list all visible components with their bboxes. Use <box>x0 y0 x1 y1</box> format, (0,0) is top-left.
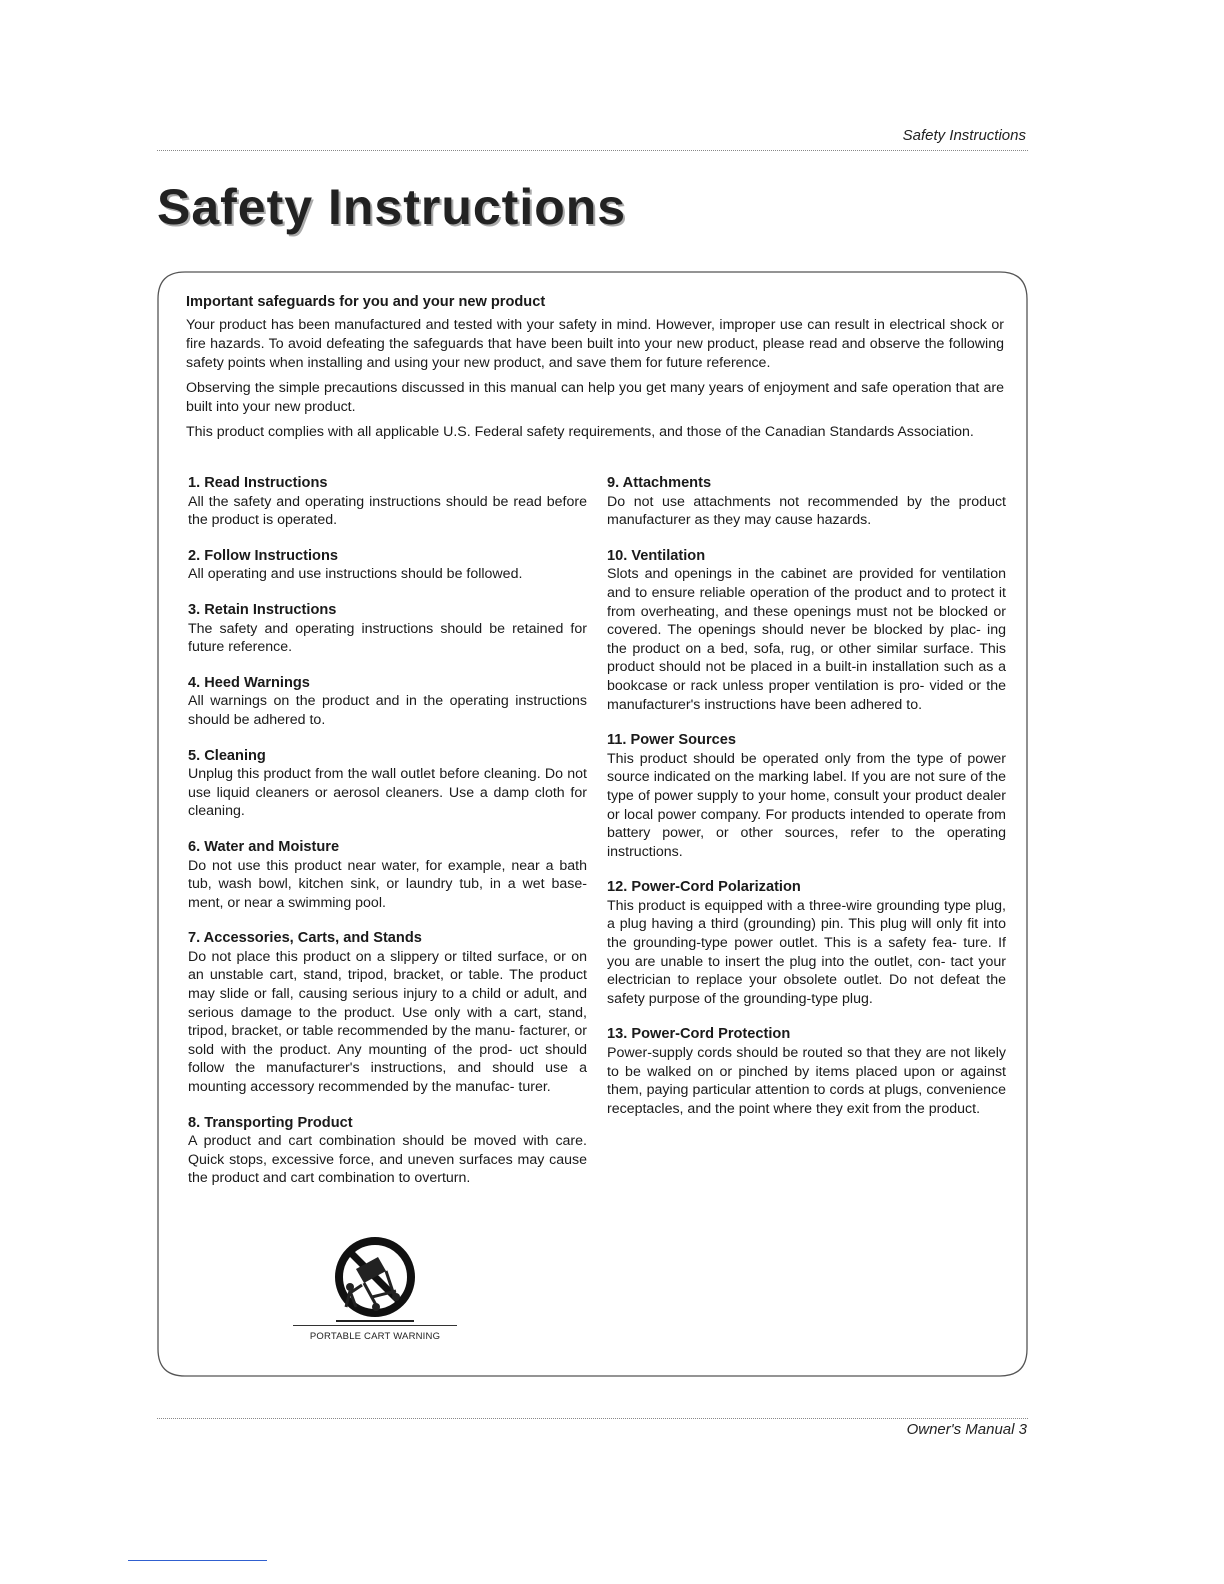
section-cleaning <box>188 747 587 821</box>
section-cord-protection <box>607 1025 1006 1118</box>
section-text: Unplug this product from the wall outlet before cleaning. Do not use liquid cleaners or aerosol cleaners. Use a damp cloth for cleaning. <box>188 766 587 820</box>
right-column <box>607 474 1006 1135</box>
section-title: 10. Ventilation <box>607 547 706 564</box>
section-water-moisture <box>188 838 587 912</box>
cart-warning-label: PORTABLE CART WARNING <box>309 1331 441 1342</box>
section-title: 11. Power Sources <box>607 732 736 749</box>
section-text: Do not use this product near water, for example, near a bath tub, wash bowl, kitchen sink, or laundry tub, in a wet base- ment, or near a swimming pool. <box>188 857 587 911</box>
footer-divider <box>157 1418 1028 1419</box>
section-title: 6. Water and Moisture <box>188 838 340 855</box>
section-power-sources <box>607 731 1006 861</box>
section-text: This product should be operated only from the type of power source indicated on the marking label. If you are not sure of the type of power supply to your home, consult your product dealer or local power company. For products intended to operate from battery power, or other sources, refer to the operating instructions. <box>607 750 1006 860</box>
section-title: 8. Transporting Product <box>188 1114 353 1131</box>
intro-heading: Important safeguards for you and your new product <box>186 294 546 310</box>
section-title: 2. Follow Instructions <box>188 547 338 564</box>
section-text: Power-supply cords should be routed so that they are not likely to be walked on or pinched by items placed upon or against them, paying particular attention to cords at plugs, convenience receptacles, and the point where they exit from the product. <box>607 1045 1006 1117</box>
running-head: Safety Instructions <box>902 127 1026 144</box>
section-follow-instructions <box>188 547 587 584</box>
section-read-instructions <box>188 474 587 530</box>
section-title: 1. Read Instructions <box>188 475 328 491</box>
intro-paragraph-1: Your product has been manufactured and tested with your safety in mind. However, improper use can result in electrical shock or fire hazards. To avoid defeating the safeguards that have been built into your new product, please read and observe the following safety points when installing and using your new product, and save them for future reference. <box>186 317 1004 371</box>
section-text: Do not place this product on a slippery or tilted surface, or on an unstable cart, stand, tripod, bracket, or table. The product may slide or fall, causing serious injury to a child or adult, and serious damage to the product. Use only with a cart, stand, tripod, bracket, or table recommended by the manu- facturer, or sold with the product. Any mounting of the prod- uct should follow the manufacturer's instructions, and should use a mounting accessory recommended by the manufac- turer. <box>188 948 587 1096</box>
section-title: 7. Accessories, Carts, and Stands <box>188 930 422 947</box>
section-accessories <box>188 929 587 1096</box>
left-column <box>188 474 587 1205</box>
section-text: A product and cart combination should be moved with care. Quick stops, excessive force, and uneven surfaces may cause the product and cart combination to overturn. <box>188 1133 587 1187</box>
section-text: All the safety and operating instructions should be read before the product is operated. <box>188 493 587 529</box>
page-title: Safety Instructions <box>157 179 627 235</box>
section-title: 3. Retain Instructions <box>188 601 337 618</box>
scan-artifact-line <box>128 1560 267 1561</box>
portable-cart-warning-icon <box>316 1233 434 1325</box>
intro-paragraph-2: Observing the simple precautions discussed in this manual can help you get many years of enjoyment and safe operation that are built into your new product. <box>186 380 1004 415</box>
section-title: 13. Power-Cord Protection <box>607 1026 791 1043</box>
section-text: All warnings on the product and in the operating instructions should be adhered to. <box>188 693 587 728</box>
section-text: This product is equipped with a three-wire grounding type plug, a plug having a third (grounding) pin. This plug will only fit into the grounding-type power outlet. This is a safety fea- ture. If you are unable to insert the plug into the outlet, con- tact your electrician to replace your obsolete outlet. Do not defeat the safety purpose of the grounding-type plug. <box>607 897 1006 1007</box>
intro-paragraph-3: This product complies with all applicable U.S. Federal safety requirements, and those of the Canadian Standards Association. <box>186 424 974 440</box>
section-transporting <box>188 1114 587 1188</box>
section-title: 9. Attachments <box>607 475 712 491</box>
section-title: 4. Heed Warnings <box>188 674 310 691</box>
intro-block <box>186 293 1004 448</box>
section-text: The safety and operating instructions should be retained for future reference. <box>188 620 587 656</box>
cart-warning-divider <box>293 1325 457 1326</box>
section-text: Do not use attachments not recommended by the product manufacturer as they may cause hazards. <box>607 493 1006 529</box>
section-text: Slots and openings in the cabinet are provided for ventilation and to ensure reliable operation of the product and to protect it from overheating, and these openings must not be blocked or covered. The openings should never be blocked by plac- ing the product on a bed, sofa, rug, or other similar surface. This product should not be placed in a built-in installation such as a bookcase or rack unless proper ventilation is pro- vided or the manufacturer's instructions have been adhered to. <box>607 566 1006 713</box>
section-ventilation <box>607 547 1006 714</box>
portable-cart-warning <box>293 1233 457 1348</box>
section-cord-polarization <box>607 878 1006 1008</box>
footer-page-label: Owner's Manual 3 <box>906 1421 1027 1438</box>
section-text: All operating and use instructions should be followed. <box>188 566 523 583</box>
section-title: 12. Power-Cord Polarization <box>607 879 801 896</box>
section-title: 5. Cleaning <box>188 747 266 764</box>
header-divider <box>157 150 1028 151</box>
section-attachments <box>607 474 1006 530</box>
section-retain-instructions <box>188 601 587 657</box>
section-heed-warnings <box>188 674 587 730</box>
